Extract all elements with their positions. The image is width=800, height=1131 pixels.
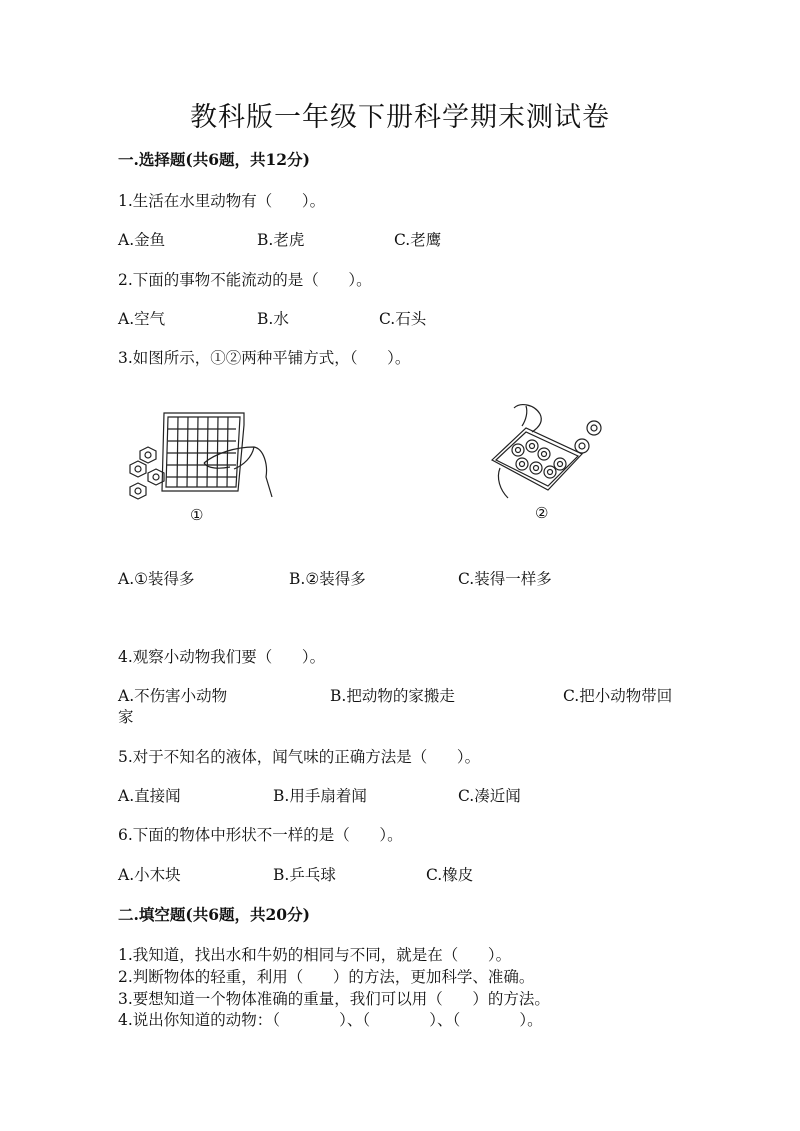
question-1: 1.生活在水里动物有（ ）。 [118, 192, 326, 210]
option-2c: C.石头 [379, 310, 427, 328]
fill-question-4: 4.说出你知道的动物：（ ）、（ ）、（ ）。 [118, 1011, 543, 1029]
question-6: 6.下面的物体中形状不一样的是（ ）。 [118, 826, 403, 844]
page-title: 教科版一年级下册科学期末测试卷 [190, 102, 610, 133]
option-5c: C.凑近闻 [458, 787, 521, 805]
fill-question-2: 2.判断物体的轻重，利用（ ）的方法，更加科学、准确。 [118, 968, 535, 986]
option-1c: C.老鹰 [394, 231, 442, 249]
fill-question-3: 3.要想知道一个物体准确的重量，我们可以用（ ）的方法。 [118, 990, 550, 1008]
section-heading-choice: 一.选择题(共6题，共12分) [118, 150, 310, 169]
option-1b: B.老虎 [257, 231, 305, 249]
question-3: 3.如图所示，①②两种平铺方式，（ ）。 [118, 349, 411, 367]
option-4b: B.把动物的家搬走 [330, 687, 455, 705]
option-2b: B.水 [257, 310, 289, 328]
option-3c: C.装得一样多 [458, 570, 552, 588]
option-6c: C.橡皮 [426, 866, 474, 884]
question-2: 2.下面的事物不能流动的是（ ）。 [118, 271, 372, 289]
option-5b: B.用手扇着闻 [273, 787, 367, 805]
option-3a: A.①装得多 [118, 570, 195, 588]
option-4a: A.不伤害小动物 [118, 687, 228, 705]
question-4: 4.观察小动物我们要（ ）。 [118, 648, 326, 666]
question-5: 5.对于不知名的液体，闻气味的正确方法是（ ）。 [118, 748, 481, 766]
figure-label-2: ② [535, 504, 549, 522]
figure-tray-grid-illustration [126, 405, 276, 505]
figure-label-1: ① [190, 506, 204, 524]
option-5a: A.直接闻 [118, 787, 181, 805]
fill-question-1: 1.我知道，找出水和牛奶的相同与不同，就是在（ ）。 [118, 946, 512, 964]
option-1a: A.金鱼 [118, 231, 166, 249]
option-6a: A.小木块 [118, 866, 181, 884]
section-heading-fill: 二.填空题(共6题，共20分) [118, 905, 310, 924]
option-6b: B.乒乓球 [273, 866, 336, 884]
option-3b: B.②装得多 [289, 570, 366, 588]
option-4c-wrap: 家 [118, 708, 134, 726]
figure-tray-nuts-illustration [486, 398, 616, 503]
option-4c: C.把小动物带回 [563, 687, 673, 705]
option-2a: A.空气 [118, 310, 166, 328]
